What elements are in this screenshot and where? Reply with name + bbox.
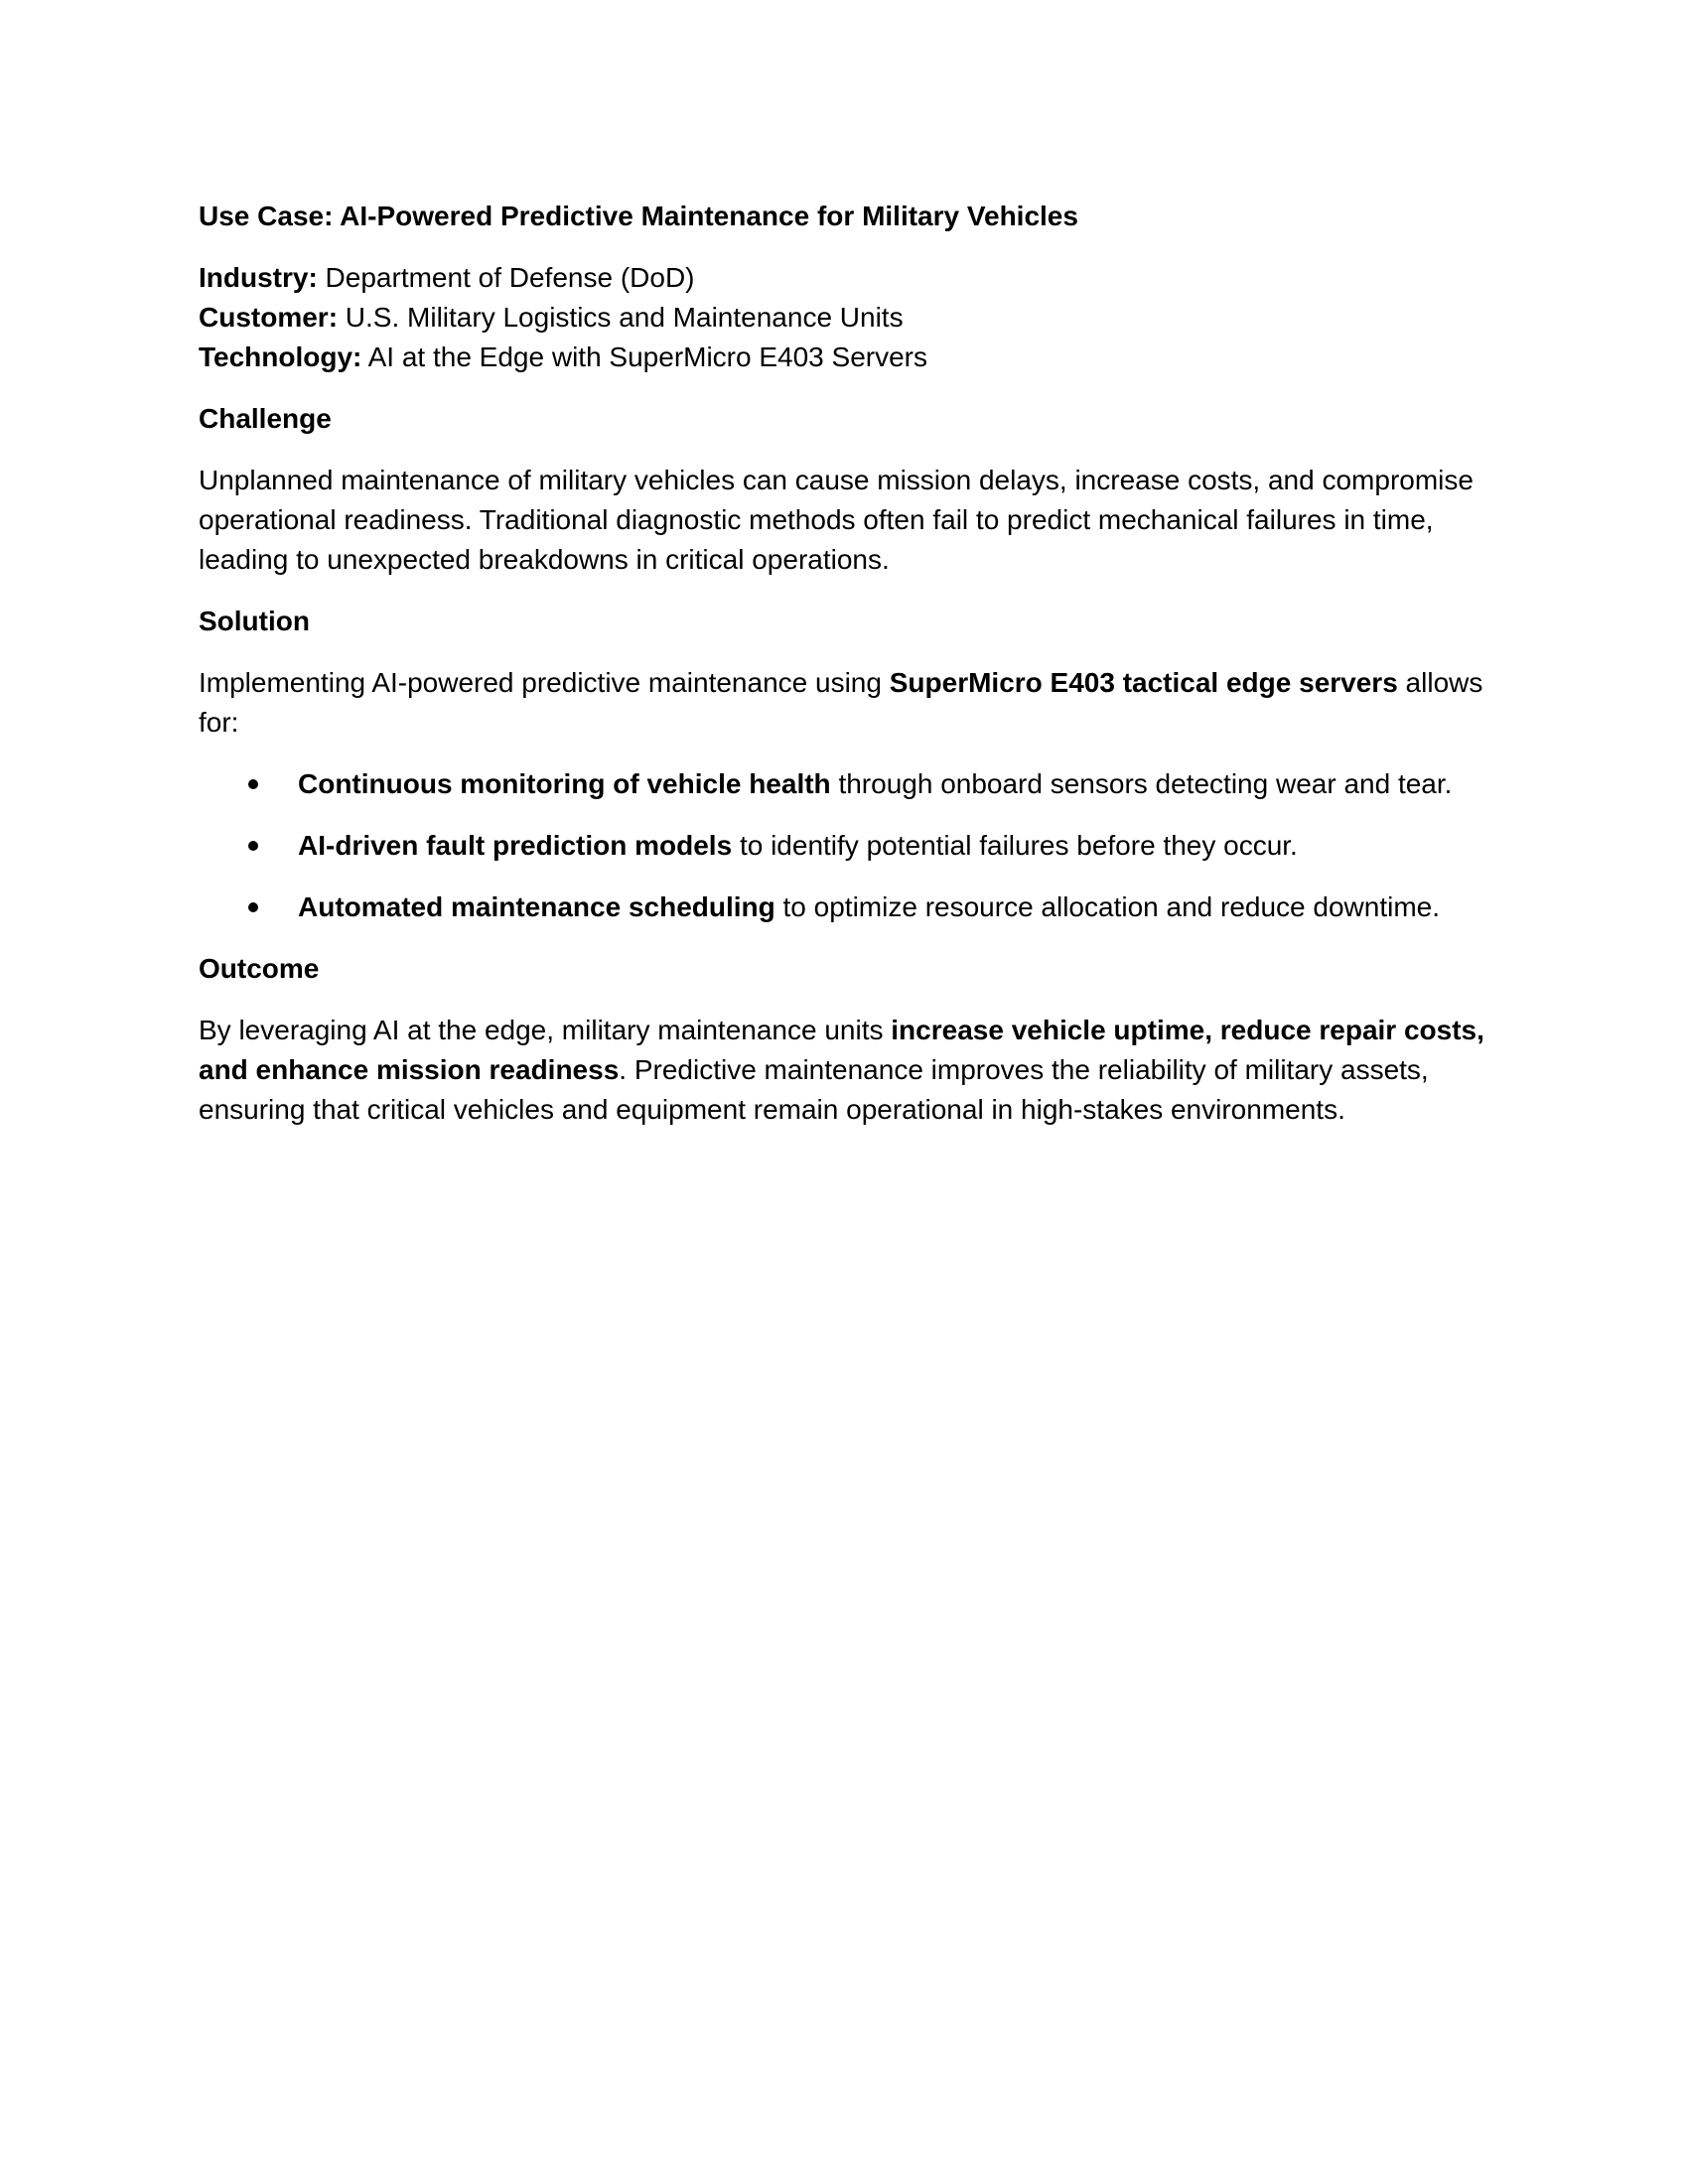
bullet-bold: Continuous monitoring of vehicle health [298, 768, 831, 799]
solution-intro-prefix: Implementing AI-powered predictive maintenance using [199, 667, 890, 698]
bullet-bold: AI-driven fault prediction models [298, 830, 733, 861]
list-item [199, 826, 1489, 866]
technology-line [199, 338, 1489, 377]
solution-intro-suffix: allows for: [199, 667, 1483, 738]
customer-label: Customer: [199, 302, 339, 333]
bullet-bold: Automated maintenance scheduling [298, 891, 775, 922]
metadata-block [199, 258, 1489, 377]
solution-bullet-list [199, 764, 1489, 927]
bullet-icon [248, 841, 258, 851]
list-item [199, 887, 1489, 927]
industry-value: Department of Defense (DoD) [317, 262, 695, 293]
challenge-body: Unplanned maintenance of military vehicles can cause mission delays, increase costs, and compromise operational readiness. Traditional diagnostic methods often fail to predict mechanical failures in time, leading to unexpected breakdowns in critical operations. [199, 465, 1474, 575]
solution-intro-bold: SuperMicro E403 tactical edge servers [889, 667, 1398, 698]
outcome-body [199, 1011, 1489, 1130]
industry-label: Industry: [199, 262, 318, 293]
document-content [199, 197, 1489, 1152]
challenge-heading: Challenge [199, 403, 332, 434]
industry-line [199, 258, 1489, 298]
outcome-heading: Outcome [199, 953, 320, 984]
solution-heading: Solution [199, 606, 310, 636]
technology-value: AI at the Edge with SuperMicro E403 Servers [361, 341, 927, 372]
bullet-text: to optimize resource allocation and reduce downtime. [774, 891, 1441, 922]
customer-line [199, 298, 1489, 338]
outcome-suffix: . Predictive maintenance improves the reliability of military assets, ensuring that critical vehicles and equipment remain operational in high-stakes environments. [199, 1054, 1429, 1125]
document-title: Use Case: AI-Powered Predictive Maintenance for Military Vehicles [199, 201, 1078, 231]
bullet-text: to identify potential failures before they occur. [732, 830, 1298, 861]
bullet-text: through onboard sensors detecting wear and tear. [830, 768, 1453, 799]
customer-value: U.S. Military Logistics and Maintenance Units [338, 302, 904, 333]
technology-label: Technology: [199, 341, 362, 372]
outcome-prefix: By leveraging AI at the edge, military maintenance units [199, 1015, 892, 1045]
list-item [199, 764, 1489, 804]
bullet-icon [248, 779, 258, 789]
outcome-bold: increase vehicle uptime, reduce repair costs, and enhance mission readiness [199, 1015, 1484, 1085]
solution-intro [199, 663, 1489, 743]
bullet-icon [248, 902, 258, 912]
